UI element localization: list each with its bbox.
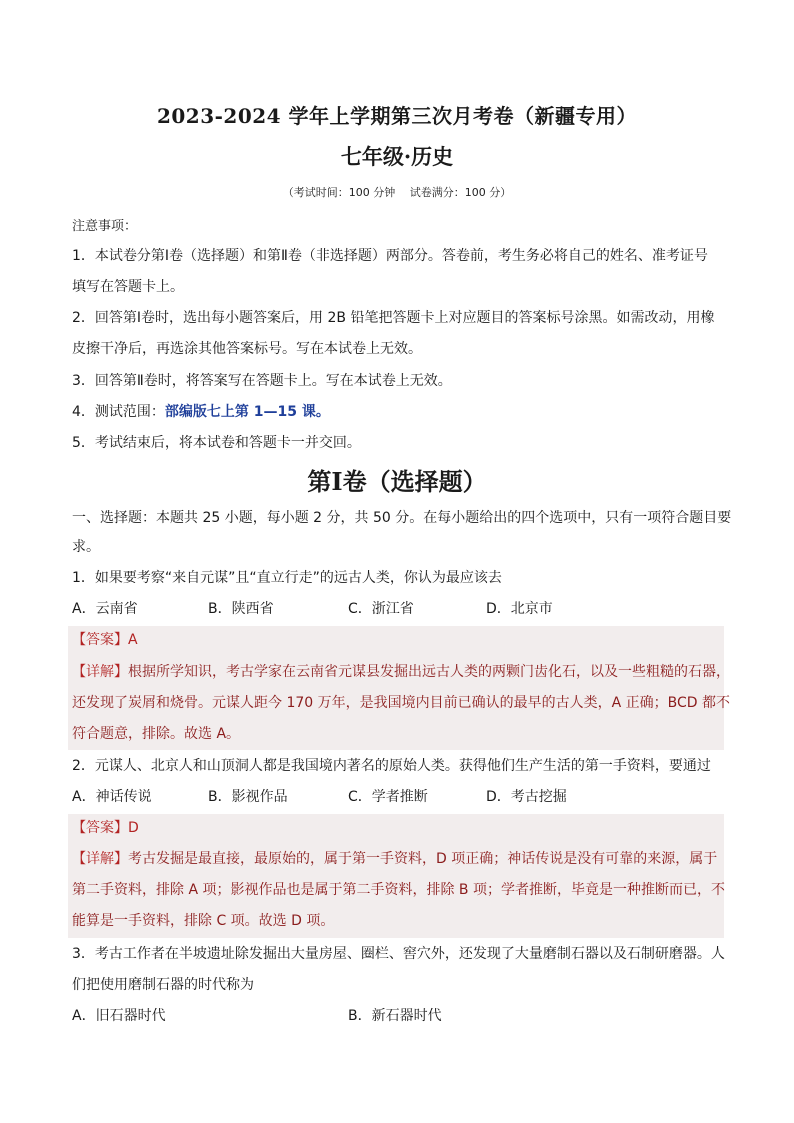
q1-answer — [72, 630, 724, 650]
q2-option-c: C．学者推断 — [348, 789, 428, 805]
q1-detail — [72, 662, 730, 682]
q2-option-d: D．考古挖掘 — [486, 789, 567, 805]
q1-option-b: B．陕西省 — [208, 601, 274, 617]
q1-option-c: C．浙江省 — [348, 601, 414, 617]
answer-value: A — [128, 632, 138, 648]
q2-detail-cont: 第二手资料，排除 A 项；影视作品也是属于第二手资料，排除 B 项；学者推断，毕竟是一种推断而已，不 — [72, 882, 725, 898]
q2-answer — [72, 818, 724, 838]
q1-option-d: D．北京市 — [486, 601, 553, 617]
q3-option-a: A．旧石器时代 — [72, 1008, 166, 1024]
q1-option-a: A．云南省 — [72, 601, 138, 617]
question-1-stem: 1．如果要考察“来自元谋”且“直立行走”的远古人类，你认为最应该去 — [72, 570, 502, 586]
detail-label: 【详解】 — [72, 664, 128, 680]
answer-label: 【答案】 — [72, 632, 128, 648]
page-subtitle: 七年级·历史 — [340, 144, 454, 169]
note-4-prefix: 4．测试范围： — [72, 404, 165, 420]
section-intro: 一、选择题：本题共 25 小题，每小题 2 分，共 50 分。在每小题给出的四个选项中，只有一项符合题目要 — [72, 510, 732, 526]
detail-text: 考古发掘是最直接，最原始的，属于第一手资料，D 项正确；神话传说是没有可靠的来源，属于 — [128, 851, 718, 867]
notes-heading: 注意事项： — [72, 219, 138, 234]
question-2-stem: 2．元谋人、北京人和山顶洞人都是我国境内著名的原始人类。获得他们生产生活的第一手资料，要通过 — [72, 758, 711, 774]
q3-option-b: B．新石器时代 — [348, 1008, 442, 1024]
answer-value: D — [128, 820, 139, 836]
note-1: 1．本试卷分第Ⅰ卷（选择题）和第Ⅱ卷（非选择题）两部分。答卷前，考生务必将自己的姓名、准考证号 — [72, 248, 708, 264]
note-2: 2．回答第Ⅰ卷时，选出每小题答案后，用 2B 铅笔把答题卡上对应题目的答案标号涂黑。如需改动，用橡 — [72, 310, 715, 326]
page-title: 2023-2024 学年上学期第三次月考卷（新疆专用） — [156, 104, 638, 128]
q2-detail-cont-2: 能算是一手资料，排除 C 项。故选 D 项。 — [72, 913, 335, 929]
note-1-cont: 填写在答题卡上。 — [72, 279, 184, 295]
detail-label: 【详解】 — [72, 851, 128, 867]
q1-detail-cont-2: 符合题意，排除。故选 A。 — [72, 726, 241, 742]
note-2-cont: 皮擦干净后，再选涂其他答案标号。写在本试卷上无效。 — [72, 341, 422, 357]
question-3-stem: 3．考古工作者在半坡遗址除发掘出大量房屋、圈栏、窖穴外，还发现了大量磨制石器以及石制研磨器。人 — [72, 946, 725, 962]
section-title: 第Ⅰ卷（选择题） — [307, 467, 487, 496]
section-intro-cont: 求。 — [72, 539, 100, 555]
q2-detail — [72, 849, 724, 869]
q2-option-a: A．神话传说 — [72, 789, 152, 805]
note-3: 3．回答第Ⅱ卷时，将答案写在答题卡上。写在本试卷上无效。 — [72, 373, 452, 389]
test-scope: 部编版七上第 1—15 课。 — [164, 404, 330, 420]
exam-meta: （考试时间：100 分钟 试卷满分：100 分） — [282, 186, 512, 199]
note-5: 5．考试结束后，将本试卷和答题卡一并交回。 — [72, 435, 361, 451]
answer-label: 【答案】 — [72, 820, 128, 836]
q2-option-b: B．影视作品 — [208, 789, 288, 805]
detail-text: 根据所学知识，考古学家在云南省元谋县发掘出远古人类的两颗门齿化石，以及一些粗糙的石器， — [128, 664, 730, 680]
note-4 — [72, 402, 724, 422]
question-3-stem-cont: 们把使用磨制石器的时代称为 — [72, 977, 254, 993]
q1-detail-cont: 还发现了炭屑和烧骨。元谋人距今 170 万年，是我国境内目前已确认的最早的古人类，A 正确；BCD 都不 — [72, 695, 731, 711]
